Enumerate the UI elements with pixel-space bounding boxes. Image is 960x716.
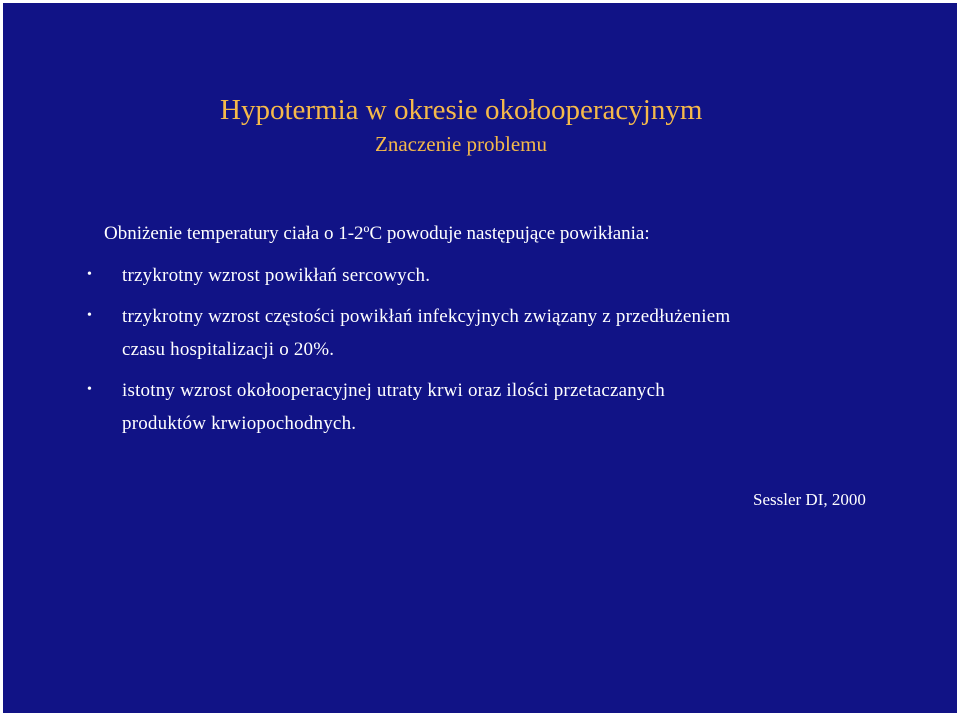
bullet-text-line: trzykrotny wzrost powikłań sercowych. [122, 265, 431, 286]
bullet-point-icon: • [87, 267, 92, 282]
bullet-text-line: produktów krwiopochodnych. [122, 413, 357, 434]
bullet-point-icon: • [87, 382, 92, 397]
slide [3, 3, 957, 713]
bullet-point-icon: • [87, 308, 92, 323]
intro-text: Obniżenie temperatury ciała o 1-2ºC powoduje następujące powikłania: [104, 223, 650, 244]
bullet-text-line: czasu hospitalizacji o 20%. [122, 339, 335, 360]
slide-subtitle: Znaczenie problemu [375, 132, 547, 156]
bullet-text-line: istotny wzrost okołooperacyjnej utraty krwi oraz ilości przetaczanych [122, 380, 665, 401]
slide-title: Hypotermia w okresie okołooperacyjnym [220, 94, 703, 126]
bullet-text-line: trzykrotny wzrost częstości powikłań infekcyjnych związany z przedłużeniem [122, 306, 731, 327]
citation: Sessler DI, 2000 [753, 490, 866, 509]
